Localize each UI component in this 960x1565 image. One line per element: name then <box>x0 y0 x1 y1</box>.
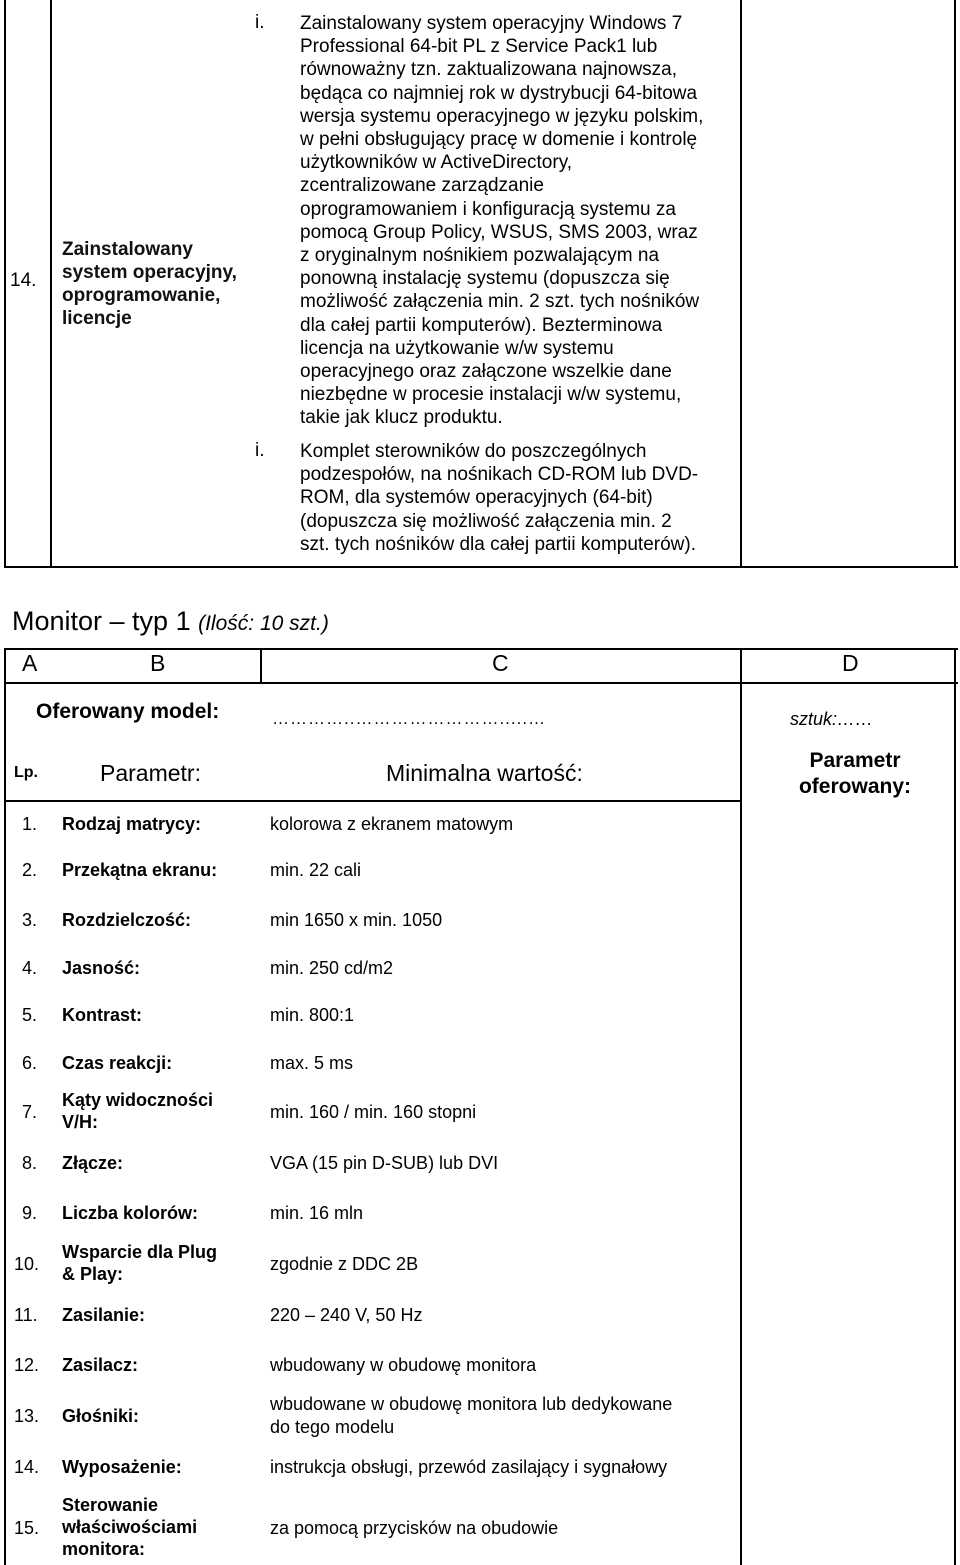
row-min-value: wbudowany w obudowę monitora <box>270 1355 537 1375</box>
offered-model-field[interactable]: …………..…………………….....… <box>272 709 547 728</box>
row-min-value: min. 250 cd/m2 <box>270 958 394 978</box>
row-lp: 11. <box>14 1305 38 1325</box>
table-border-col3 <box>740 0 742 566</box>
table-border-left <box>4 0 6 566</box>
row-min-value: 220 – 240 V, 50 Hz <box>270 1305 423 1325</box>
row-lp: 2. <box>22 860 38 880</box>
row-min-value: VGA (15 pin D-SUB) lub DVI <box>270 1153 499 1173</box>
row-lp: 3. <box>22 910 38 930</box>
header-minimum-value: Minimalna wartość: <box>386 760 583 786</box>
column-letters-divider <box>4 682 958 684</box>
table-border-right <box>954 0 956 566</box>
row-lp: 7. <box>22 1102 38 1122</box>
row-parameter: Kontrast: <box>62 1005 142 1025</box>
row-lp: 5. <box>22 1005 38 1025</box>
row-min-value: min. 22 cali <box>270 860 362 880</box>
row-parameter: Kąty widoczności V/H: <box>62 1090 214 1132</box>
column-d-header: D <box>842 650 859 676</box>
row-parameter: Wyposażenie: <box>62 1457 182 1477</box>
header-offered-parameter: Parametr oferowany: <box>798 749 911 798</box>
column-c-header: C <box>492 650 509 676</box>
header-parameter: Parametr: <box>100 760 201 786</box>
row-lp: 1. <box>22 814 38 834</box>
list-marker: i. <box>255 12 265 33</box>
table-border-left <box>4 648 6 1565</box>
table-border-col1 <box>50 0 52 566</box>
header-divider <box>4 800 740 802</box>
row-min-value: kolorowa z ekranem matowym <box>270 814 514 834</box>
row-lp: 15. <box>14 1518 40 1538</box>
table-border-top <box>4 648 958 650</box>
drivers-requirement-paragraph: Komplet sterowników do poszczególnych podzespołów, na nośnikach CD-ROM lub DVD- ROM, dla systemów operacyjnych (64-bit) (dopuszcza się możliwość załączenia min. 2 szt. tych nośników dla całej partii komputerów). <box>300 441 699 555</box>
header-lp: Lp. <box>14 764 38 781</box>
section-title: Monitor – typ 1 (Ilość: 10 szt.) <box>12 606 329 636</box>
row-parameter: Sterowanie właściwościami monitora: <box>62 1495 198 1559</box>
row-lp: 14. <box>14 1457 40 1477</box>
row-category: Zainstalowany system operacyjny, oprogramowanie, licencje <box>62 239 237 329</box>
list-marker: i. <box>255 440 265 461</box>
row-parameter: Liczba kolorów: <box>62 1203 199 1223</box>
quantity-note: (Ilość: 10 szt.) <box>198 612 329 635</box>
row-lp: 4. <box>22 958 38 978</box>
os-requirement-paragraph: Zainstalowany system operacyjny Windows 7 Professional 64-bit PL z Service Pack1 lub równoważny tzn. zaktualizowana najnowsza, będąca co najmniej rok w dystrybucji 64-bitowa wersja systemu operacyjnego w języku polskim, w pełni obsługujący pracę w domenie i kontrolę użytkowników w ActiveDirectory, zcentralizowane zarządzanie oprogramowaniem i konfiguracją systemu za pomocą Group Policy, WSUS, SMS 2003, wraz z oryginalnym nośnikiem pozwalającym na ponowną instalację systemu (dopuszcza się możliwość załączenia min. 2 szt. tych nośników dla całej partii komputerów). Bezterminowa licencja na użytkowanie w/w systemu operacyjnego oraz załączone wszelkie dane niezbędne w procesie instalacji w/w systemu, takie jak klucz produktu. <box>300 13 704 429</box>
row-number: 14. <box>10 270 37 291</box>
row-parameter: Wsparcie dla Plug & Play: <box>62 1242 218 1284</box>
row-lp: 12. <box>14 1355 40 1375</box>
col-divider-ab <box>260 648 262 682</box>
row-lp: 6. <box>22 1053 38 1073</box>
row-min-value: zgodnie z DDC 2B <box>270 1254 419 1274</box>
row-parameter: Czas reakcji: <box>62 1053 173 1073</box>
table-border-right <box>954 648 956 1565</box>
row-parameter: Złącze: <box>62 1153 124 1173</box>
row-min-value: max. 5 ms <box>270 1053 354 1073</box>
row-parameter: Przekątna ekranu: <box>62 860 218 880</box>
row-lp: 10. <box>14 1254 40 1274</box>
offered-model-label: Oferowany model: <box>36 700 220 723</box>
column-b-header: B <box>150 650 166 676</box>
row-parameter: Jasność: <box>62 958 141 978</box>
row-min-value: min. 16 mln <box>270 1203 364 1223</box>
column-a-header: A <box>22 650 38 676</box>
quantity-field[interactable]: sztuk:…… <box>790 709 874 729</box>
row-parameter: Głośniki: <box>62 1406 140 1426</box>
row-parameter: Zasilacz: <box>62 1355 139 1375</box>
row-parameter: Rodzaj matrycy: <box>62 814 202 834</box>
row-min-value: min 1650 x min. 1050 <box>270 910 443 930</box>
row-parameter: Zasilanie: <box>62 1305 146 1325</box>
row-lp: 8. <box>22 1153 38 1173</box>
row-min-value: min. 160 / min. 160 stopni <box>270 1102 477 1122</box>
row-lp: 13. <box>14 1406 40 1426</box>
row-parameter: Rozdzielczość: <box>62 910 192 930</box>
row-min-value: min. 800:1 <box>270 1005 355 1025</box>
row-min-value: wbudowane w obudowę monitora lub dedykowane do tego modelu <box>270 1394 673 1437</box>
row-min-value: instrukcja obsługi, przewód zasilający i sygnałowy <box>270 1457 668 1477</box>
row-lp: 9. <box>22 1203 38 1223</box>
row-min-value: za pomocą przycisków na obudowie <box>270 1518 559 1538</box>
